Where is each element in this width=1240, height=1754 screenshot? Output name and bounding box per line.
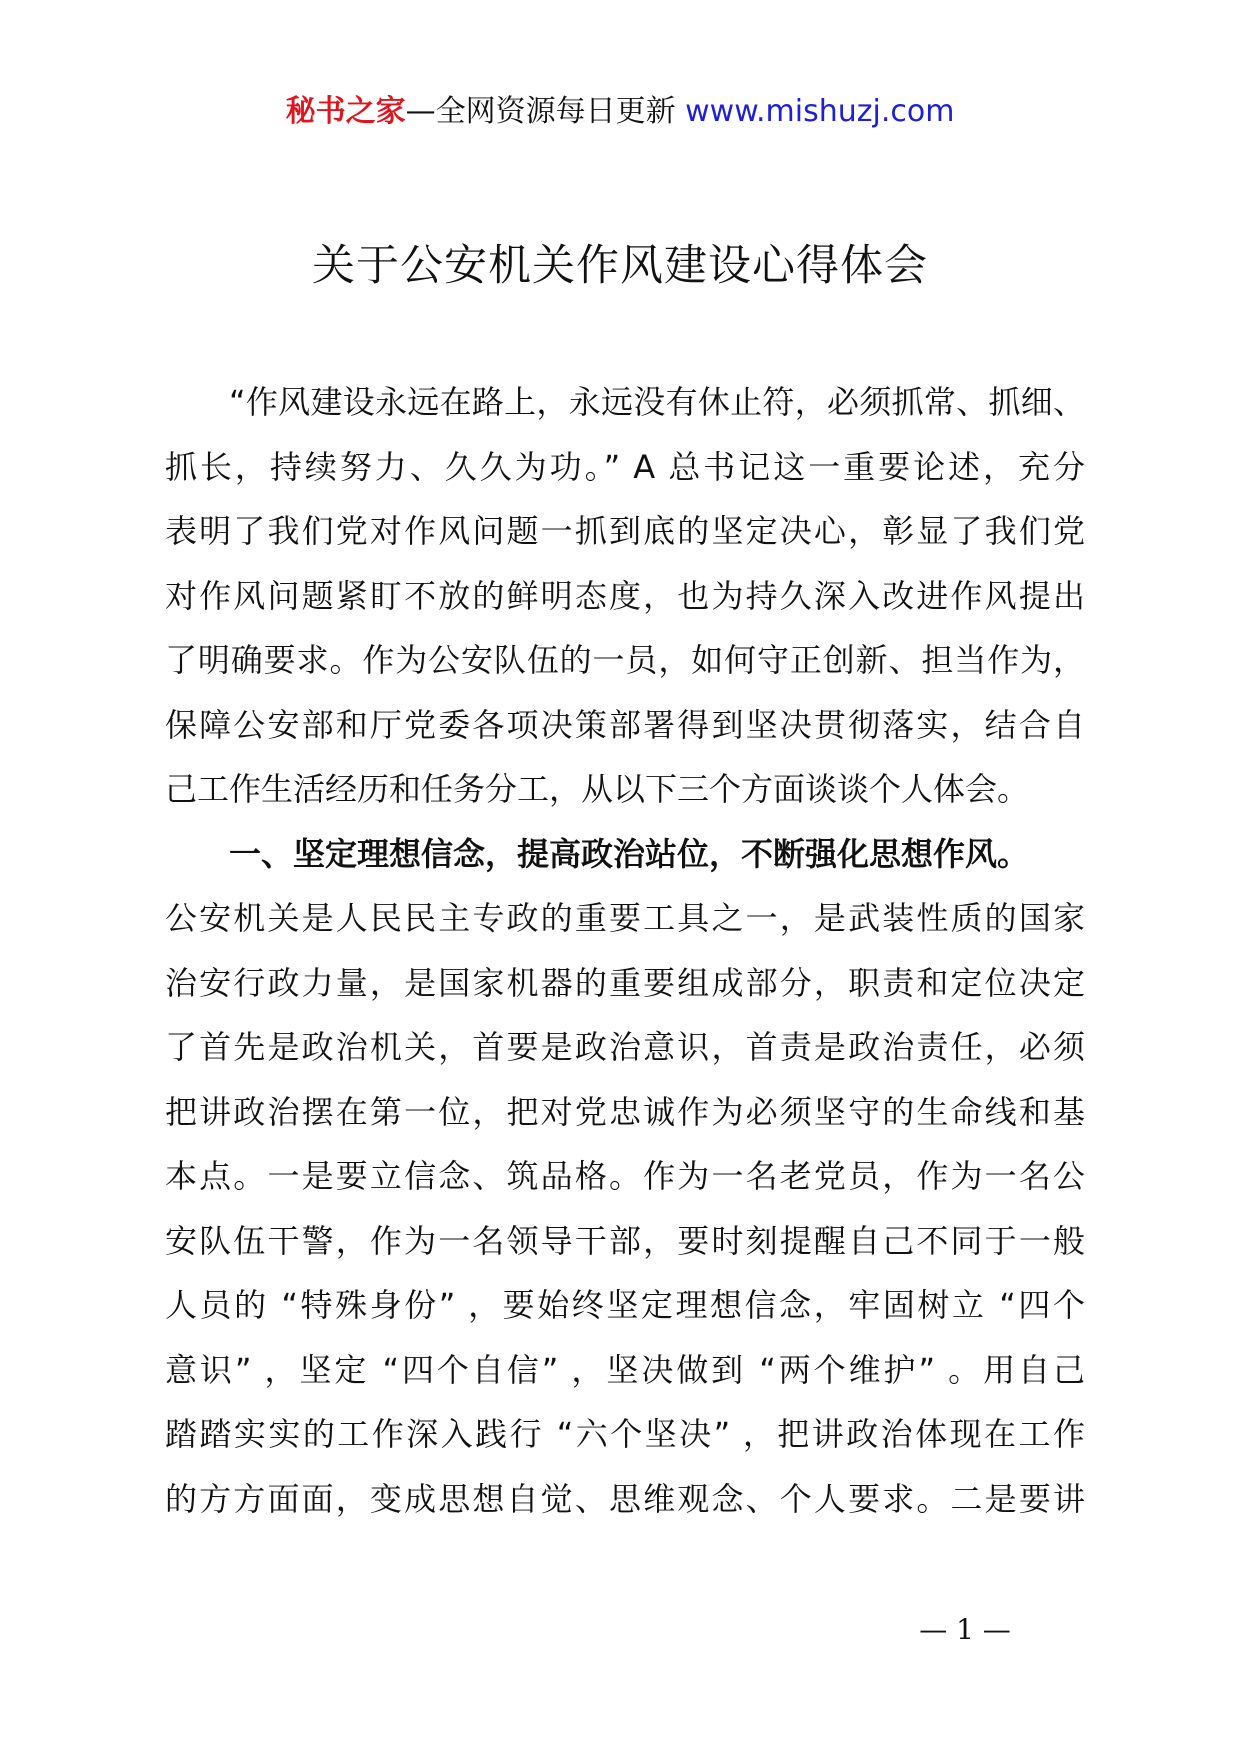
document-body <box>165 370 1085 1531</box>
paragraph-line: 己工作生活经历和任务分工，从以下三个方面谈谈个人体会。 <box>165 770 1030 808</box>
paragraph-line: “作风建设永远在路上，永远没有休止符，必须抓常、抓细、 <box>229 383 1085 421</box>
paragraph-line: 保障公安部和厅党委各项决策部署得到坚决贯彻落实，结合自 <box>165 705 1085 744</box>
paragraph-line: 抓长，持续努力、久久为功。” A 总书记这一重要论述，充分 <box>165 447 1085 486</box>
paragraph-line: 治安行政力量，是国家机器的重要组成部分，职责和定位决定 <box>165 963 1085 1002</box>
site-brand: 秘书之家 <box>285 94 406 129</box>
paragraph-line: 安队伍干警，作为一名领导干部，要时刻提醒自己不同于一般 <box>165 1221 1085 1260</box>
paragraph-line: 表明了我们党对作风问题一抓到底的坚定决心，彰显了我们党 <box>165 512 1085 550</box>
paragraph-line: 的方方面面，变成思想自觉、思维观念、个人要求。二是要讲 <box>165 1479 1085 1518</box>
paragraph-line: 公安机关是人民民主专政的重要工具之一，是武装性质的国家 <box>165 899 1085 937</box>
site-slogan: —全网资源每日更新 <box>405 94 686 129</box>
paragraph-line: 了首先是政治机关，首要是政治意识，首责是政治责任，必须 <box>165 1028 1085 1066</box>
paragraph-line: 把讲政治摆在第一位，把对党忠诚作为必须坚守的生命线和基 <box>165 1092 1085 1131</box>
document-title: 关于公安机关作风建设心得体会 <box>312 241 928 291</box>
site-url: www.mishuzj.com <box>685 94 955 129</box>
section-heading: 一、坚定理想信念，提高政治站位，不断强化思想作风。 <box>229 834 1030 873</box>
paragraph-line: 踏踏实实的工作深入践行 “六个坚决” ，把讲政治体现在工作 <box>165 1415 1085 1453</box>
paragraph-line: 意识” ，坚定 “四个自信” ，坚决做到 “两个维护” 。用自己 <box>165 1350 1085 1389</box>
paragraph-line: 对作风问题紧盯不放的鲜明态度，也为持久深入改进作风提出 <box>165 576 1085 615</box>
site-banner <box>0 92 1240 132</box>
paragraph-line: 人员的 “特殊身份” ，要始终坚定理想信念，牢固树立 “四个 <box>165 1286 1085 1324</box>
paragraph-line: 了明确要求。作为公安队伍的一员，如何守正创新、担当作为， <box>165 641 1085 679</box>
page-number: — 1 — <box>919 1613 1011 1646</box>
paragraph-line: 本点。一是要立信念、筑品格。作为一名老党员，作为一名公 <box>165 1157 1085 1195</box>
